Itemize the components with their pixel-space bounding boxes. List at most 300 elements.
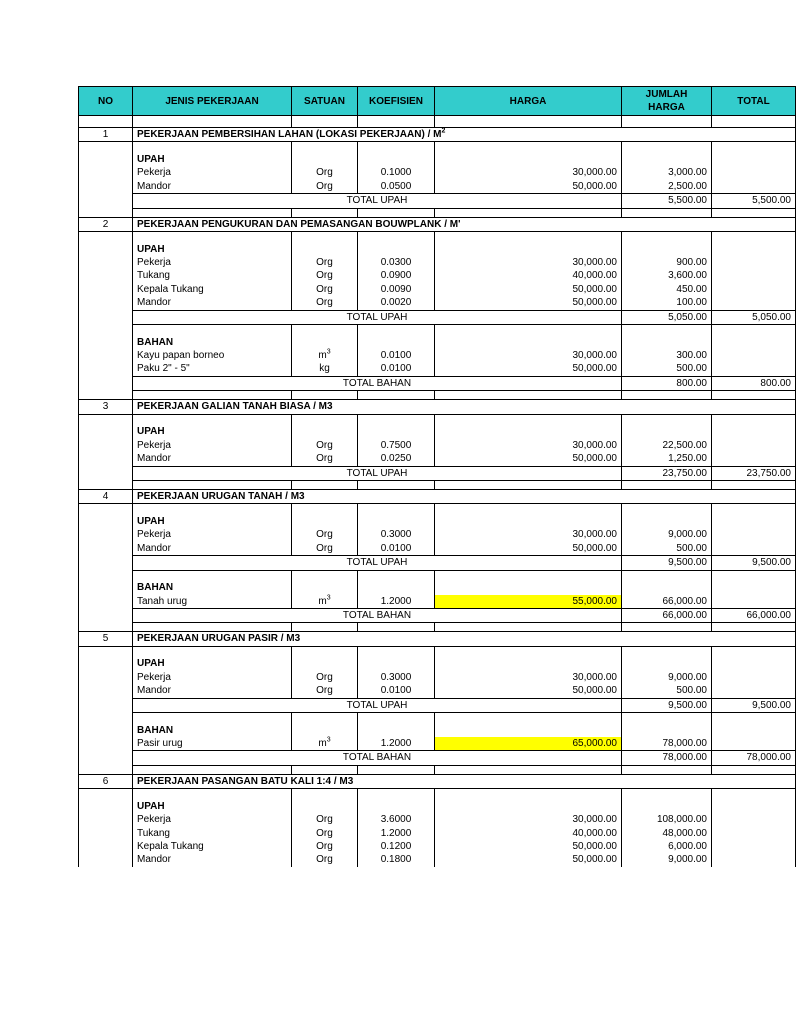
- group-total: 9,500.00: [712, 698, 796, 712]
- cost-analysis-table: [78, 86, 796, 867]
- no-cell-empty: [79, 283, 133, 296]
- table-row: [79, 542, 796, 556]
- item-satuan: [292, 296, 358, 310]
- no-cell-empty: [79, 840, 133, 853]
- empty: [292, 414, 358, 439]
- group-total-row: [79, 376, 796, 390]
- group-total: 5,050.00: [712, 310, 796, 324]
- no-cell-empty: [79, 698, 133, 712]
- item-koefisien: 0.0090: [358, 283, 435, 296]
- item-jumlah: 450.00: [622, 283, 712, 296]
- item-name: Mandor: [133, 296, 292, 310]
- empty: [622, 414, 712, 439]
- group-total: 23,750.00: [712, 466, 796, 480]
- section-title: [133, 632, 796, 646]
- item-koefisien: 0.3000: [358, 671, 435, 684]
- group-subtotal: 66,000.00: [622, 608, 712, 622]
- no-cell-empty: [79, 608, 133, 622]
- group-total-label: TOTAL UPAH: [133, 194, 622, 208]
- item-satuan: [292, 180, 358, 194]
- empty: [358, 570, 435, 595]
- empty: [435, 712, 622, 737]
- empty: [358, 789, 435, 814]
- item-satuan-text: Org: [316, 854, 333, 866]
- empty: [435, 142, 622, 167]
- section-title-row: [79, 489, 796, 503]
- item-jumlah: 500.00: [622, 362, 712, 376]
- section-title-text: PEKERJAAN GALIAN TANAH BIASA / M3: [137, 401, 333, 413]
- group-total-label: TOTAL BAHAN: [133, 751, 622, 765]
- item-jumlah: 66,000.00: [622, 595, 712, 609]
- table-row: [79, 439, 796, 452]
- item-satuan: [292, 684, 358, 698]
- empty: [435, 504, 622, 529]
- item-harga: 50,000.00: [435, 180, 622, 194]
- header-jumlah-harga: JUMLAH HARGA: [622, 87, 712, 116]
- no-cell-empty: [79, 712, 133, 737]
- item-harga: 50,000.00: [435, 283, 622, 296]
- empty: [358, 232, 435, 257]
- no-cell-empty: [79, 310, 133, 324]
- item-satuan: [292, 528, 358, 541]
- section-title-text: PEKERJAAN PASANGAN BATU KALI 1:4 / M3: [137, 775, 354, 787]
- item-harga: 50,000.00: [435, 296, 622, 310]
- item-jumlah: 500.00: [622, 684, 712, 698]
- item-harga: 30,000.00: [435, 439, 622, 452]
- empty: [622, 232, 712, 257]
- no-cell-empty: [79, 671, 133, 684]
- table-row: [79, 813, 796, 826]
- item-name: Kepala Tukang: [133, 283, 292, 296]
- group-title: UPAH: [133, 232, 292, 257]
- empty: [358, 646, 435, 671]
- table-row: [79, 349, 796, 362]
- item-satuan: [292, 256, 358, 269]
- group-total-row: [79, 194, 796, 208]
- section-title-row: [79, 400, 796, 414]
- group-total-label: TOTAL UPAH: [133, 698, 622, 712]
- item-total-empty: [712, 595, 796, 609]
- group-title-row: [79, 789, 796, 814]
- table-row: [79, 840, 796, 853]
- table-row: [79, 296, 796, 310]
- group-subtotal: 23,750.00: [622, 466, 712, 480]
- item-koefisien: 0.0100: [358, 684, 435, 698]
- item-jumlah: 22,500.00: [622, 439, 712, 452]
- item-harga: 65,000.00: [435, 737, 622, 751]
- section-title: [133, 489, 796, 503]
- item-name: Pekerja: [133, 256, 292, 269]
- empty: [358, 142, 435, 167]
- group-total: 78,000.00: [712, 751, 796, 765]
- item-name: Tukang: [133, 269, 292, 282]
- item-satuan-text: Org: [316, 453, 333, 465]
- item-name: Pekerja: [133, 166, 292, 179]
- section-title-row: [79, 128, 796, 142]
- item-harga: 50,000.00: [435, 362, 622, 376]
- item-satuan-text: Org: [316, 257, 333, 269]
- group-title-row: [79, 504, 796, 529]
- group-title-row: [79, 414, 796, 439]
- no-cell-empty: [79, 439, 133, 452]
- item-koefisien: 0.0900: [358, 269, 435, 282]
- section-title-text: PEKERJAAN PENGUKURAN DAN PEMASANGAN BOUWPLANK / M': [137, 218, 461, 230]
- table-row: [79, 166, 796, 179]
- item-satuan: [292, 671, 358, 684]
- empty: [712, 570, 796, 595]
- item-jumlah: 6,000.00: [622, 840, 712, 853]
- item-harga: 50,000.00: [435, 542, 622, 556]
- table-body: [79, 128, 796, 867]
- item-total-empty: [712, 296, 796, 310]
- group-title: UPAH: [133, 414, 292, 439]
- group-title-row: [79, 325, 796, 350]
- item-satuan-text: Org: [316, 439, 333, 451]
- no-cell-empty: [79, 751, 133, 765]
- group-subtotal: 800.00: [622, 376, 712, 390]
- table-row: [79, 180, 796, 194]
- item-name: Pasir urug: [133, 737, 292, 751]
- item-name: Mandor: [133, 853, 292, 866]
- empty: [712, 789, 796, 814]
- item-koefisien: 0.0250: [358, 452, 435, 466]
- item-satuan: [292, 813, 358, 826]
- item-satuan: [292, 283, 358, 296]
- item-total-empty: [712, 269, 796, 282]
- item-name: Kepala Tukang: [133, 840, 292, 853]
- item-satuan-text: Org: [316, 270, 333, 282]
- item-total-empty: [712, 349, 796, 362]
- empty: [435, 414, 622, 439]
- section-title: [133, 128, 796, 142]
- no-cell-empty: [79, 646, 133, 671]
- item-jumlah: 100.00: [622, 296, 712, 310]
- section-separator: [79, 623, 796, 632]
- section-separator: [79, 480, 796, 489]
- item-satuan-text: Org: [316, 671, 333, 683]
- item-satuan: [292, 452, 358, 466]
- no-cell-empty: [79, 737, 133, 751]
- table-row: [79, 256, 796, 269]
- no-cell-empty: [79, 466, 133, 480]
- item-satuan: [292, 349, 358, 362]
- item-koefisien: 0.0500: [358, 180, 435, 194]
- item-satuan-text: Org: [316, 180, 333, 192]
- empty: [622, 570, 712, 595]
- item-koefisien: 1.2000: [358, 827, 435, 840]
- group-subtotal: 9,500.00: [622, 556, 712, 570]
- section-title-text: PEKERJAAN URUGAN TANAH / M3: [137, 490, 305, 502]
- item-satuan-text: kg: [319, 363, 330, 375]
- item-harga: 55,000.00: [435, 595, 622, 609]
- empty: [435, 570, 622, 595]
- item-total-empty: [712, 439, 796, 452]
- no-cell-empty: [79, 256, 133, 269]
- section-title: [133, 400, 796, 414]
- group-total-label: TOTAL UPAH: [133, 310, 622, 324]
- section-separator: [79, 208, 796, 217]
- group-title: BAHAN: [133, 570, 292, 595]
- section-title-superscript: 2: [441, 127, 446, 135]
- no-cell-empty: [79, 789, 133, 814]
- header-no: NO: [79, 87, 133, 116]
- table-row: [79, 595, 796, 609]
- item-koefisien: 0.0100: [358, 362, 435, 376]
- empty: [712, 414, 796, 439]
- empty: [358, 712, 435, 737]
- section-title-row: [79, 217, 796, 231]
- item-total-empty: [712, 684, 796, 698]
- no-cell-empty: [79, 325, 133, 350]
- item-satuan-text: Org: [316, 283, 333, 295]
- group-title: UPAH: [133, 504, 292, 529]
- item-name: Mandor: [133, 684, 292, 698]
- empty: [435, 646, 622, 671]
- group-total-row: [79, 751, 796, 765]
- group-total: 66,000.00: [712, 608, 796, 622]
- section-number: 4: [79, 489, 133, 503]
- table-row: [79, 452, 796, 466]
- item-satuan-superscript: 3: [326, 736, 331, 744]
- item-harga: 50,000.00: [435, 684, 622, 698]
- item-satuan-text: m: [318, 595, 327, 607]
- item-satuan-superscript: 3: [326, 348, 331, 356]
- group-total-row: [79, 608, 796, 622]
- item-total-empty: [712, 362, 796, 376]
- section-number: 5: [79, 632, 133, 646]
- table-row: [79, 283, 796, 296]
- no-cell-empty: [79, 827, 133, 840]
- group-title: UPAH: [133, 646, 292, 671]
- header-total: TOTAL: [712, 87, 796, 116]
- empty: [292, 789, 358, 814]
- group-title: BAHAN: [133, 325, 292, 350]
- no-cell-empty: [79, 414, 133, 439]
- section-title-row: [79, 774, 796, 788]
- group-total-row: [79, 310, 796, 324]
- group-subtotal: 9,500.00: [622, 698, 712, 712]
- item-satuan: [292, 269, 358, 282]
- group-total-label: TOTAL UPAH: [133, 556, 622, 570]
- item-total-empty: [712, 542, 796, 556]
- no-cell-empty: [79, 194, 133, 208]
- item-name: Pekerja: [133, 528, 292, 541]
- item-jumlah: 9,000.00: [622, 528, 712, 541]
- group-subtotal: 78,000.00: [622, 751, 712, 765]
- header-spacer-row: [79, 116, 796, 128]
- no-cell-empty: [79, 684, 133, 698]
- item-name: Mandor: [133, 180, 292, 194]
- group-total: 9,500.00: [712, 556, 796, 570]
- group-title: BAHAN: [133, 712, 292, 737]
- item-jumlah: 9,000.00: [622, 853, 712, 866]
- section-title-text: PEKERJAAN PEMBERSIHAN LAHAN (LOKASI PEKERJAAN) / M: [137, 129, 442, 140]
- group-total-row: [79, 698, 796, 712]
- empty: [622, 789, 712, 814]
- section-title-row: [79, 632, 796, 646]
- item-total-empty: [712, 283, 796, 296]
- empty: [622, 142, 712, 167]
- no-cell-empty: [79, 296, 133, 310]
- section-number: 1: [79, 128, 133, 142]
- group-total-label: TOTAL BAHAN: [133, 376, 622, 390]
- item-jumlah: 500.00: [622, 542, 712, 556]
- section-title-text: PEKERJAAN URUGAN PASIR / M3: [137, 633, 301, 645]
- item-koefisien: 0.0100: [358, 349, 435, 362]
- group-total: 5,500.00: [712, 194, 796, 208]
- item-name: Pekerja: [133, 439, 292, 452]
- item-satuan-text: Org: [316, 814, 333, 826]
- empty: [622, 325, 712, 350]
- item-jumlah: 1,250.00: [622, 452, 712, 466]
- rab-sheet: [78, 86, 791, 867]
- item-name: Mandor: [133, 452, 292, 466]
- item-name: Kayu papan borneo: [133, 349, 292, 362]
- item-koefisien: 3.6000: [358, 813, 435, 826]
- item-jumlah: 48,000.00: [622, 827, 712, 840]
- item-harga: 30,000.00: [435, 166, 622, 179]
- empty: [292, 646, 358, 671]
- item-koefisien: 0.3000: [358, 528, 435, 541]
- item-satuan-text: Org: [316, 841, 333, 852]
- no-cell-empty: [79, 376, 133, 390]
- item-total-empty: [712, 166, 796, 179]
- item-satuan: [292, 439, 358, 452]
- group-total: 800.00: [712, 376, 796, 390]
- group-total-label: TOTAL UPAH: [133, 466, 622, 480]
- item-jumlah: 78,000.00: [622, 737, 712, 751]
- group-title-row: [79, 142, 796, 167]
- item-total-empty: [712, 737, 796, 751]
- group-title: UPAH: [133, 142, 292, 167]
- item-harga: 50,000.00: [435, 853, 622, 866]
- item-harga: 50,000.00: [435, 452, 622, 466]
- no-cell-empty: [79, 853, 133, 866]
- item-koefisien: 0.0020: [358, 296, 435, 310]
- empty: [358, 325, 435, 350]
- empty: [435, 789, 622, 814]
- item-satuan-superscript: 3: [326, 594, 331, 602]
- section-title: [133, 774, 796, 788]
- no-cell-empty: [79, 504, 133, 529]
- empty: [712, 646, 796, 671]
- item-satuan-text: Org: [316, 685, 333, 697]
- item-total-empty: [712, 180, 796, 194]
- no-cell-empty: [79, 180, 133, 194]
- table-row: [79, 528, 796, 541]
- item-koefisien: 0.0100: [358, 542, 435, 556]
- item-koefisien: 0.1200: [358, 840, 435, 853]
- empty: [292, 142, 358, 167]
- group-title-row: [79, 712, 796, 737]
- table-row: [79, 269, 796, 282]
- table-row: [79, 737, 796, 751]
- no-cell-empty: [79, 556, 133, 570]
- empty: [622, 504, 712, 529]
- item-satuan-text: m: [318, 737, 327, 749]
- no-cell-empty: [79, 269, 133, 282]
- item-satuan: [292, 362, 358, 376]
- item-name: Tanah urug: [133, 595, 292, 609]
- empty: [292, 504, 358, 529]
- item-total-empty: [712, 840, 796, 853]
- item-koefisien: 1.2000: [358, 737, 435, 751]
- no-cell-empty: [79, 813, 133, 826]
- table-row: [79, 671, 796, 684]
- section-number: 3: [79, 400, 133, 414]
- item-jumlah: 9,000.00: [622, 671, 712, 684]
- section-separator: [79, 391, 796, 400]
- group-title-row: [79, 232, 796, 257]
- header-harga: HARGA: [435, 87, 622, 116]
- header-row: [79, 87, 796, 116]
- item-total-empty: [712, 853, 796, 866]
- group-total-row: [79, 466, 796, 480]
- table-row: [79, 827, 796, 840]
- item-harga: 30,000.00: [435, 256, 622, 269]
- item-jumlah: 108,000.00: [622, 813, 712, 826]
- item-name: Mandor: [133, 542, 292, 556]
- item-jumlah: 900.00: [622, 256, 712, 269]
- item-total-empty: [712, 452, 796, 466]
- empty: [712, 325, 796, 350]
- item-total-empty: [712, 528, 796, 541]
- item-total-empty: [712, 256, 796, 269]
- section-title: [133, 217, 796, 231]
- item-koefisien: 1.2000: [358, 595, 435, 609]
- item-satuan: [292, 595, 358, 609]
- item-satuan: [292, 542, 358, 556]
- no-cell-empty: [79, 349, 133, 362]
- item-satuan-text: m: [318, 350, 327, 362]
- no-cell-empty: [79, 595, 133, 609]
- empty: [712, 142, 796, 167]
- item-jumlah: 3,000.00: [622, 166, 712, 179]
- item-jumlah: 300.00: [622, 349, 712, 362]
- header-satuan: SATUAN: [292, 87, 358, 116]
- item-harga: 50,000.00: [435, 840, 622, 853]
- item-satuan: [292, 827, 358, 840]
- empty: [435, 232, 622, 257]
- section-number: 2: [79, 217, 133, 231]
- item-satuan: [292, 853, 358, 866]
- item-satuan: [292, 840, 358, 853]
- item-satuan-text: Org: [316, 529, 333, 541]
- no-cell-empty: [79, 528, 133, 541]
- empty: [712, 232, 796, 257]
- empty: [622, 646, 712, 671]
- group-total-label: TOTAL BAHAN: [133, 608, 622, 622]
- group-title-row: [79, 646, 796, 671]
- section-separator: [79, 765, 796, 774]
- item-total-empty: [712, 827, 796, 840]
- item-harga: 40,000.00: [435, 827, 622, 840]
- item-satuan: [292, 737, 358, 751]
- item-jumlah: 2,500.00: [622, 180, 712, 194]
- item-harga: 30,000.00: [435, 528, 622, 541]
- group-subtotal: 5,500.00: [622, 194, 712, 208]
- item-harga: 30,000.00: [435, 813, 622, 826]
- empty: [712, 712, 796, 737]
- item-satuan-text: Org: [316, 167, 333, 179]
- item-total-empty: [712, 671, 796, 684]
- empty: [712, 504, 796, 529]
- header-jenis-pekerjaan: JENIS PEKERJAAN: [133, 87, 292, 116]
- item-satuan: [292, 166, 358, 179]
- item-satuan-text: Org: [316, 297, 333, 309]
- item-name: Paku 2" - 5": [133, 362, 292, 376]
- empty: [292, 232, 358, 257]
